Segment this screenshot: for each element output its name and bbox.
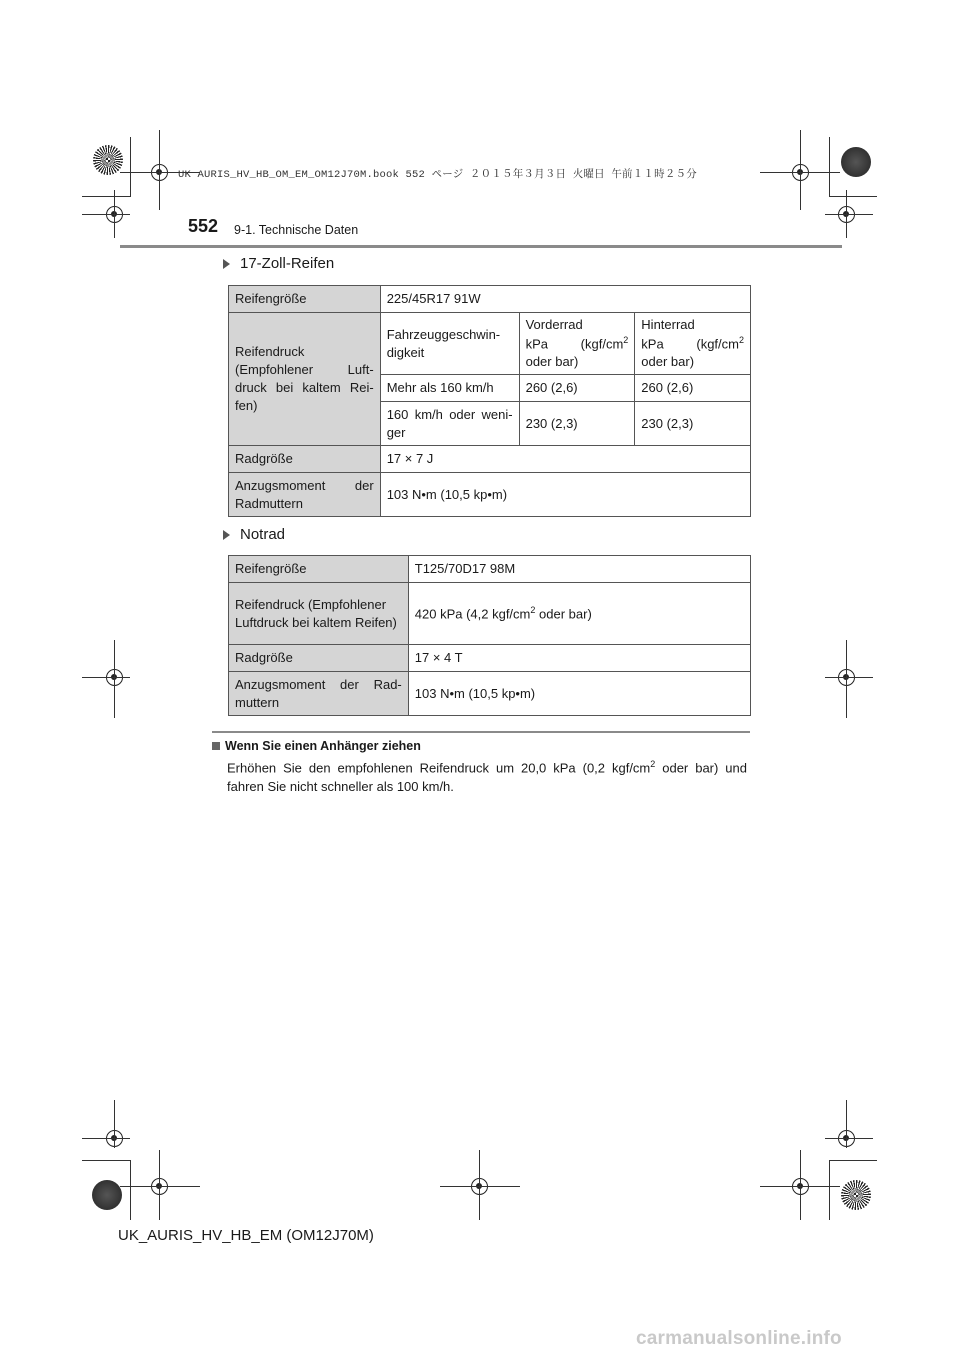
tire-pressure-label: Reifendruck (Empfohlener Luft-druck bei kaltem Rei-fen) <box>229 313 381 446</box>
spare-torque-label: Anzugsmoment der Rad-muttern <box>229 672 409 716</box>
spare-wheel-value: 17 × 4 T <box>408 645 750 672</box>
torque-label: Anzugsmoment der Radmuttern <box>229 473 381 517</box>
spare-pressure-value <box>408 583 750 645</box>
section-title: 9-1. Technische Daten <box>234 223 359 237</box>
rear-unit-sup: 2 <box>738 334 744 345</box>
header-rule <box>120 245 842 248</box>
spare-spec-table <box>228 555 751 716</box>
note-sup: 2 <box>650 759 656 769</box>
print-info-line: UK AURIS_HV_HB_OM_EM_OM12J70M.book 552 ページ ２０１５年３月３日 火曜日 午前１１時２５分 <box>178 169 697 181</box>
rear-wheel-header <box>635 313 751 375</box>
table-row <box>229 473 751 517</box>
front-wheel-header <box>519 313 635 375</box>
spare-wheel-label: Radgröße <box>229 645 409 672</box>
rear-pressure-cell: 260 (2,6) <box>635 375 751 402</box>
note-text: Erhöhen Sie den empfohlenen Reifendruck um 20,0 kPa (0,2 kgf/cm <box>227 760 651 776</box>
spare-heading-text: Notrad <box>240 526 286 543</box>
table-row <box>229 583 751 645</box>
tire17-spec-table <box>228 285 751 517</box>
registration-wheel-icon <box>93 145 123 175</box>
table-row <box>229 672 751 716</box>
speed-header: Fahrzeuggeschwin-digkeit <box>380 313 519 375</box>
rear-unit-tail: oder bar) <box>641 354 695 370</box>
table-row <box>229 286 751 313</box>
torque-value: 103 N•m (10,5 kp•m) <box>380 473 750 517</box>
rear-pressure-cell: 230 (2,3) <box>635 402 751 446</box>
front-pressure-cell: 260 (2,6) <box>519 375 635 402</box>
triangle-bullet-icon <box>223 530 230 540</box>
spare-pressure-tail: oder bar) <box>535 606 592 622</box>
note-body <box>227 758 747 797</box>
page-number: 552 <box>188 216 219 236</box>
spare-pressure-label: Reifendruck (Empfohlener Luftdruck bei kaltem Reifen) <box>229 583 409 645</box>
tire-size-value: 225/45R17 91W <box>380 286 750 313</box>
note-divider <box>212 731 750 733</box>
front-unit: kPa (kgf/cm <box>525 336 624 352</box>
note-text-tail: oder bar) und fahren Sie nicht schneller als 100 km/h. <box>227 760 747 795</box>
tire17-heading <box>223 255 334 272</box>
front-unit-tail: oder bar) <box>525 354 579 370</box>
tire-size-label: Reifengröße <box>229 286 381 313</box>
table-row <box>229 313 751 375</box>
note-title: Wenn Sie einen Anhänger ziehen <box>225 739 421 753</box>
front-unit-sup: 2 <box>623 334 629 345</box>
spare-size-value: T125/70D17 98M <box>408 556 750 583</box>
rear-wheel-title: Hinterrad <box>641 317 695 332</box>
wheel-size-value: 17 × 7 J <box>380 446 750 473</box>
table-row <box>229 645 751 672</box>
wheel-size-label: Radgröße <box>229 446 381 473</box>
registration-wheel-icon <box>841 147 871 177</box>
registration-wheel-icon <box>841 1180 871 1210</box>
table-row <box>229 556 751 583</box>
speed-cell: 160 km/h oder weni-ger <box>380 402 519 446</box>
spare-pressure-text: 420 kPa (4,2 kgf/cm <box>414 606 531 622</box>
table-row <box>229 446 751 473</box>
rear-unit: kPa (kgf/cm <box>641 336 739 352</box>
registration-wheel-icon <box>92 1180 122 1210</box>
footer-code: UK_AURIS_HV_HB_EM (OM12J70M) <box>118 1227 374 1244</box>
note-heading <box>212 739 421 753</box>
spare-torque-value: 103 N•m (10,5 kp•m) <box>408 672 750 716</box>
spare-heading <box>223 526 285 543</box>
spare-pressure-sup: 2 <box>530 604 536 615</box>
speed-cell: Mehr als 160 km/h <box>380 375 519 402</box>
watermark: carmanualsonline.info <box>636 1328 842 1349</box>
spare-size-label: Reifengröße <box>229 556 409 583</box>
front-wheel-title: Vorderrad <box>525 317 583 332</box>
triangle-bullet-icon <box>223 259 230 269</box>
square-bullet-icon <box>212 742 220 750</box>
tire17-heading-text: 17-Zoll-Reifen <box>240 255 335 272</box>
front-pressure-cell: 230 (2,3) <box>519 402 635 446</box>
